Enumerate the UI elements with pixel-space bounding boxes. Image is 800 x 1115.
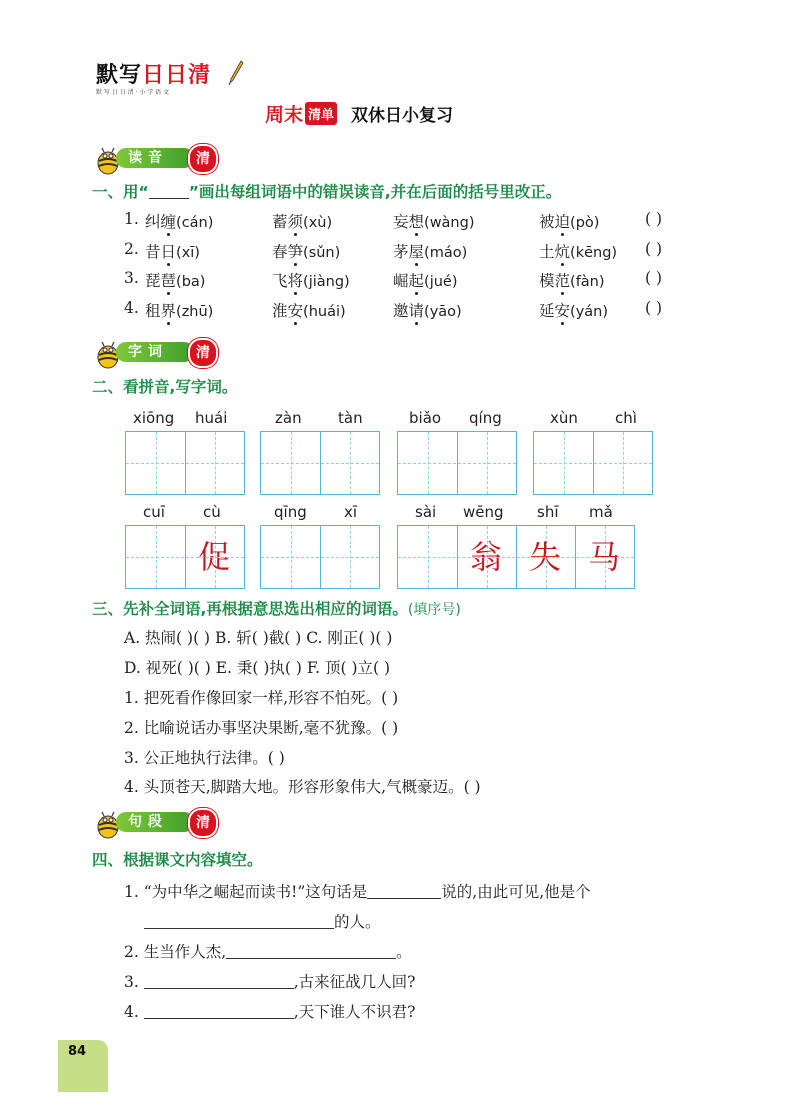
q4-line-4 (124, 1000, 415, 1022)
q1-word (272, 269, 350, 291)
pinyin-label: mǎ (589, 503, 613, 521)
q4-blank-1[interactable] (367, 898, 441, 899)
q4-line-2 (124, 940, 412, 962)
q1-word-pinyin: (yán) (570, 303, 609, 320)
page-number: 84 (68, 1044, 87, 1059)
underline-sample (149, 198, 189, 199)
q1-word-pinyin: (yāo) (424, 303, 462, 320)
q3-item-3: 3. 公正地执行法律。( ) (124, 749, 285, 767)
q1-word-pinyin: (kēng) (570, 244, 618, 261)
q4-line-4-a: 4. (124, 1003, 139, 1021)
q3-item-2: 2. 比喻说话办事坚决果断,毫不犹豫。( ) (124, 719, 399, 737)
book-logo (96, 58, 246, 94)
q1-word-pinyin: (sǔn) (303, 244, 341, 261)
q1-word-char-2-dotted: 日 (160, 242, 177, 261)
section-label: 读音 (116, 148, 194, 168)
section-badge: 清 (188, 808, 218, 838)
pinyin-label: shī (537, 503, 559, 521)
q1-word-char-2-dotted: 起 (408, 272, 425, 290)
q1-answer-parens[interactable]: ( ) (645, 239, 663, 258)
section-banner-reading (92, 144, 222, 174)
q4-blank-4[interactable] (144, 988, 294, 989)
logo-subtitle: 默 写 日 日 清 · 小 学 语 文 (96, 89, 170, 96)
pinyin-label: xùn (550, 409, 578, 427)
q1-word (145, 299, 213, 321)
q4-blank-2[interactable] (144, 928, 334, 929)
q4-line-1 (124, 880, 591, 902)
q1-word (393, 210, 474, 232)
q3-item-4: 4. 头顶苍天,脚踏大地。形容形象伟大,气概豪迈。( ) (124, 778, 481, 796)
q1-word-char-2-dotted: 范 (554, 272, 571, 290)
grid-guide-horizontal (261, 557, 379, 558)
q1-word-char-1: 纠 (145, 213, 161, 231)
q4-line-2-b: 。 (396, 943, 412, 961)
grid-guide-horizontal (126, 557, 244, 558)
q4-line-3-b: ,古来征战几人回? (293, 973, 416, 991)
section-label: 字词 (116, 342, 194, 362)
q1-row-number: 4. (124, 298, 139, 317)
section-banner-sentences (92, 808, 222, 838)
q1-word (539, 240, 617, 262)
q1-word-char-1: 蓄 (272, 213, 288, 231)
writing-grid[interactable] (125, 525, 245, 589)
q1-word-char-1: 模 (539, 272, 555, 290)
section-badge: 清 (188, 338, 218, 368)
writing-grid[interactable] (397, 525, 635, 589)
q1-word (539, 269, 605, 291)
q1-word-char-1: 茅 (393, 242, 409, 261)
q1-word (272, 210, 332, 232)
pinyin-label: qíng (469, 409, 502, 427)
title-part-3: 双休日小复习 (351, 106, 454, 126)
q4-line-1-a: 1. “为中华之崛起而读书!”这句话是 (124, 883, 368, 901)
pinyin-label: chì (615, 409, 637, 427)
q1-word-pinyin: (cán) (176, 215, 214, 231)
grid-char: 翁 (469, 538, 502, 576)
q1-word-char-2-dotted: 迫 (554, 213, 571, 231)
q1-word-char-2-dotted: 安 (287, 301, 304, 320)
grid-guide-horizontal (534, 463, 652, 464)
q3-title-note: (填序号) (407, 602, 461, 618)
q1-word (393, 240, 467, 262)
q1-word-pinyin: (fàn) (570, 274, 605, 290)
pinyin-label: sài (415, 503, 437, 521)
q1-word-pinyin: (máo) (424, 244, 468, 261)
q1-title-post: ”画出每组词语中的错误读音,并在后面的括号里改正。 (188, 183, 562, 201)
section-label: 句段 (116, 812, 194, 832)
q1-word-char-1: 淮 (272, 301, 288, 320)
pen-icon (228, 60, 244, 86)
pinyin-label: cuī (143, 503, 165, 521)
q1-word-pinyin: (xù) (303, 215, 333, 231)
q1-word (145, 210, 213, 232)
q1-word-char-2-dotted: 须 (287, 213, 304, 231)
q1-word-char-2-dotted: 界 (160, 301, 177, 320)
q1-word-char-1: 飞 (272, 272, 288, 290)
page-title (265, 100, 565, 132)
pinyin-label: wēng (463, 503, 504, 521)
question-1-title (92, 180, 561, 202)
q1-word-pinyin: (jué) (424, 274, 458, 290)
q1-word-char-1: 租 (145, 301, 161, 320)
writing-grid[interactable] (125, 431, 245, 495)
q1-word-char-1: 邀 (393, 301, 409, 320)
grid-char: 马 (587, 538, 620, 576)
q4-line-4-b: ,天下谁人不识君? (293, 1003, 416, 1021)
q1-answer-parens[interactable]: ( ) (645, 210, 663, 228)
q1-word-char-2-dotted: 炕 (554, 242, 571, 261)
q1-word-char-1: 土 (539, 242, 555, 261)
page-number-tab (58, 1040, 108, 1092)
q1-word (539, 299, 608, 321)
grid-guide-horizontal (126, 463, 244, 464)
q1-word (272, 299, 346, 321)
q1-row-number: 1. (124, 210, 139, 228)
q1-word-char-1: 崛 (393, 272, 409, 290)
writing-grid[interactable] (260, 431, 380, 495)
q1-title-pre: 一、用“ (92, 183, 149, 201)
logo-text-1: 默写 (96, 63, 143, 88)
question-2-title: 二、看拼音,写字词。 (92, 378, 238, 396)
q1-answer-parens[interactable]: ( ) (645, 298, 663, 317)
q1-word (393, 299, 462, 321)
question-3-title (92, 597, 461, 619)
title-part-1: 周末 (265, 104, 304, 126)
q1-word-char-1: 琵 (145, 272, 161, 290)
q4-line-3 (124, 970, 415, 992)
q1-word-char-1: 被 (539, 213, 555, 231)
q4-line-2-a: 2. 生当作人杰, (124, 943, 227, 961)
pinyin-label: huái (195, 409, 228, 427)
q1-word-char-1: 妄 (393, 213, 409, 231)
grid-guide-horizontal (398, 557, 634, 558)
q3-item-1: 1. 把死看作像回家一样,形容不怕死。( ) (124, 689, 399, 707)
q1-word-char-2-dotted: 将 (287, 272, 304, 290)
q1-word-char-2-dotted: 缠 (160, 213, 177, 231)
q1-word-char-2-dotted: 琶 (160, 272, 177, 290)
pinyin-label: cù (203, 503, 221, 521)
grid-guide-horizontal (261, 463, 379, 464)
q1-word-pinyin: (zhū) (176, 303, 214, 320)
q1-word (272, 240, 340, 262)
pinyin-label: biǎo (409, 409, 442, 427)
q1-word-pinyin: (huái) (303, 303, 346, 320)
q1-word-pinyin: (ba) (176, 274, 206, 290)
q1-word-pinyin: (pò) (570, 215, 600, 231)
q4-blank-5[interactable] (144, 1018, 294, 1019)
question-4-title: 四、根据课文内容填空。 (92, 851, 263, 869)
q4-line-1-c: 的人。 (334, 913, 381, 931)
q4-blank-3[interactable] (226, 958, 396, 959)
pinyin-label: zàn (275, 409, 302, 427)
q3-options-row-1: A. 热闹( )( ) B. 斩( )截( ) C. 刚正( )( ) (124, 629, 393, 647)
q1-word (145, 269, 205, 291)
grid-guide-horizontal (398, 463, 516, 464)
q1-word-char-2-dotted: 笋 (287, 242, 304, 261)
q1-word-pinyin: (jiàng) (303, 274, 350, 290)
pinyin-label: qīng (274, 503, 307, 521)
pinyin-label: xiōng (133, 409, 175, 427)
q1-word-pinyin: (wàng) (424, 215, 475, 231)
section-banner-words (92, 338, 222, 368)
q3-options-row-2: D. 视死( )( ) E. 秉( )执( ) F. 顶( )立( ) (124, 659, 391, 677)
grid-char: 失 (528, 538, 561, 576)
pinyin-label: xī (344, 503, 358, 521)
q1-word (539, 210, 599, 232)
writing-grid[interactable] (260, 525, 380, 589)
q1-word-char-1: 延 (539, 301, 555, 320)
q1-word-char-2-dotted: 屋 (408, 242, 425, 261)
q3-title-main: 三、先补全词语,再根据意思选出相应的词语。 (92, 600, 408, 618)
writing-grid[interactable] (397, 431, 517, 495)
q1-row-number: 3. (124, 269, 139, 287)
writing-grid[interactable] (533, 431, 653, 495)
q1-word (145, 240, 200, 262)
q1-word-char-1: 昔 (145, 242, 161, 261)
q4-line-1-cont (144, 910, 381, 932)
q1-word (393, 269, 458, 291)
q1-row-number: 2. (124, 239, 139, 258)
q4-line-3-a: 3. (124, 973, 139, 991)
section-badge: 清 (188, 144, 218, 174)
q1-answer-parens[interactable]: ( ) (645, 269, 663, 287)
pinyin-label: tàn (338, 409, 363, 427)
q1-word-char-2-dotted: 安 (554, 301, 571, 320)
grid-char: 促 (197, 538, 230, 576)
q1-word-char-2-dotted: 想 (408, 213, 425, 231)
logo-text-2: 日日清 (142, 63, 212, 88)
q4-line-1-b: 说的,由此可见,他是个 (441, 883, 591, 901)
q1-word-pinyin: (xī) (176, 244, 200, 261)
title-part-2: 清单 (305, 102, 337, 125)
q1-word-char-1: 春 (272, 242, 288, 261)
q1-word-char-2-dotted: 请 (408, 301, 425, 320)
